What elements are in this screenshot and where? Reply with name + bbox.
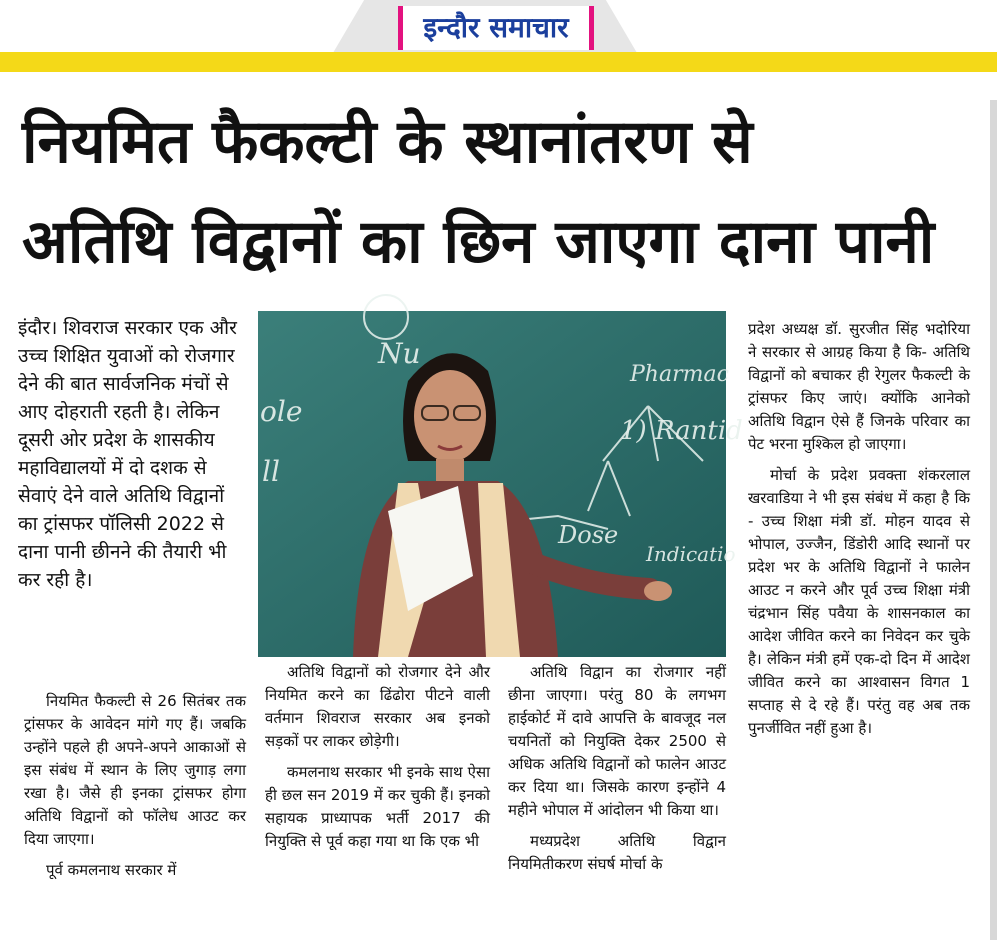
chalkboard-illustration [258,311,743,657]
board-word-ole: ole [260,395,303,428]
col4-paragraph-1: प्रदेश अध्यक्ष डॉ. सुरजीत सिंह भदोरिया ने सरकार से आग्रह किया है कि- अतिथि विद्वानों को बचाकर ही रेगुलर फैकल्टी के ट्रांसफर किए जाएं। क्योंकि आनेको अतिथि विद्वान ऐसे हैं जिनके परिवार का पेट भरना मुश्किल हो जाएगा। [748,320,970,453]
board-word-indicatio: Indicatio [646,542,736,566]
col1-paragraph-1: नियमित फैकल्टी से 26 सितंबर तक ट्रांसफर के आवेदन मांगे गए हैं। जबकि उन्होंने पहले ही अपने-अपने आकाओं से इस संबंध में स्थान के लिए जुगाड़ लगा रखा है। जैसे ही इनका ट्रांसफर होगा अतिथि विद्वानों को फॉलेध आउट कर दिया जाएगा। [24,692,246,848]
board-word-ll: ll [262,455,280,488]
section-header [0,0,997,80]
board-word-pharmac: Pharmac [630,362,729,387]
header-yellow-band [0,52,997,72]
headline-line-1: नियमित फैकल्टी के स्थानांतरण से [22,107,753,177]
col2-paragraph-1: अतिथि विद्वानों को रोजगार देने और नियमित करने का ढिंढोरा पीटने वाली वर्तमान शिवराज सरकार अब इनको सड़कों पर लाकर छोड़ेगी। [265,663,490,750]
col3-paragraph-2: मध्यप्रदेश अतिथि विद्वान नियमितीकरण संघर्ष मोर्चा के [508,832,726,873]
board-word-rantid: 1) Rantid [620,416,743,446]
column-4 [748,318,970,740]
headline [22,92,982,292]
board-word-dose: Dose [558,521,619,549]
column-2 [265,661,490,853]
board-word-nu: Nu [378,337,421,370]
column-3 [508,661,726,876]
adjacent-page-edge [990,100,997,940]
col1-paragraph-2: पूर्व कमलनाथ सरकार में [46,861,177,879]
lede-paragraph: इंदौर। शिवराज सरकार एक और उच्च शिक्षित युवाओं को रोजगार देने की बात सार्वजनिक मंचों से आए दोहराती रहती है। लेकिन दूसरी ओर प्रदेश के शासकीय महाविद्यालयों में दो दशक से सेवाएं देने वाले अतिथि विद्वानों का ट्रांसफर पॉलिसी 2022 से दाना पानी छीनने की तैयारी भी कर रही है। [18,317,237,591]
col3-paragraph-1: अतिथि विद्वान का रोजगार नहीं छीना जाएगा। परंतु 80 के लगभग हाईकोर्ट में दावे आपत्ति के बावजूद नल चयनितों को नियुक्ति देकर 2500 से अधिक अतिथि विद्वानों को फालेन आउट कर दिया था। जिसके कारण इन्होंने 4 महीने भोपाल में आंदोलन भी किया था। [508,663,726,819]
col2-paragraph-2: कमलनाथ सरकार भी इनके साथ ऐसा ही छल सन 2019 में कर चुकी हैं। इनको सहायक प्राध्यापक भर्ती 2017 की नियुक्ति से पूर्व कहा गया था कि एक भी [265,763,490,850]
headline-line-2: अतिथि विद्वानों का छिन जाएगा दाना पानी [22,207,935,277]
column-1 [24,690,246,882]
section-label: इन्दौर समाचार [398,6,594,50]
col4-paragraph-2: मोर्चा के प्रदेश प्रवक्ता शंकरलाल खरवाडिया ने भी इस संबंध में कहा है कि - उच्च शिक्षा मंत्री डॉ. मोहन यादव से भोपाल, उज्जैन, डिंडोरी आदि स्थानों पर प्रदेश भर के अतिथि विद्वानों ने फालेन आउट न करने और पूर्व उच्च शिक्षा मंत्री चंद्रभान सिंह पवैया के शासनकाल का आदेश जीवित करने का निवेदन कर चुके है। लेकिन मंत्री हमें एक-दो दिन में आदेश जीवित करने का आश्वासन विगत 1 सप्ताह से दे रहे हैं। परंतु वह अब तक पुनर्जीवित नहीं हुआ है। [748,466,970,737]
teacher-photo [258,311,743,657]
